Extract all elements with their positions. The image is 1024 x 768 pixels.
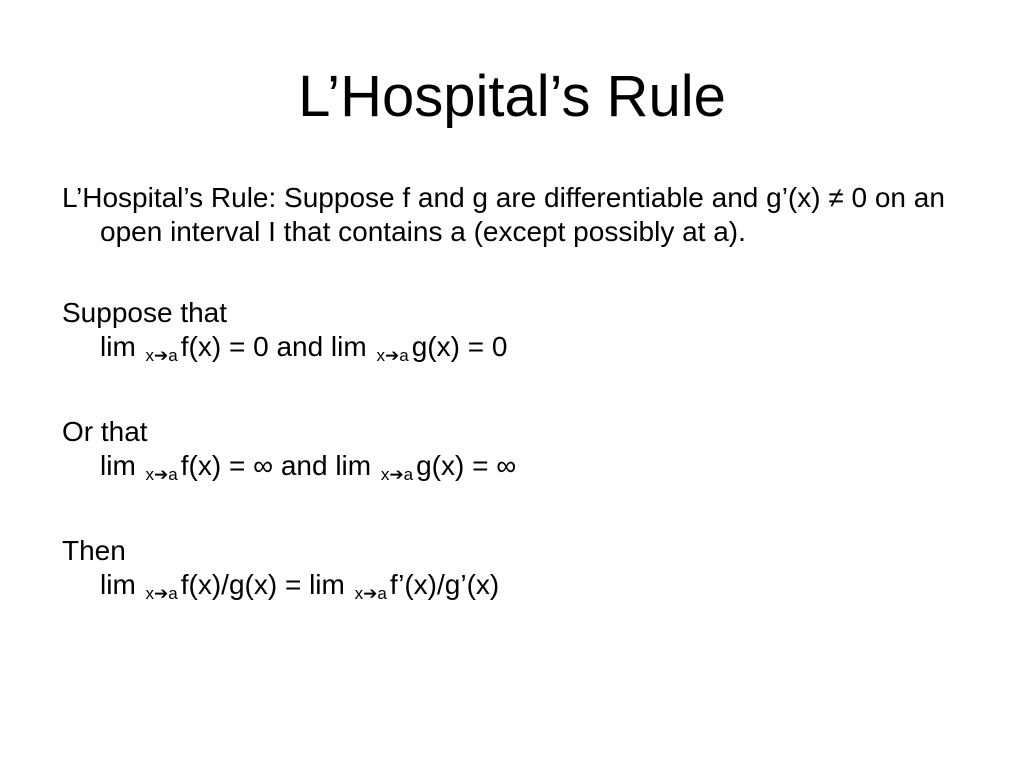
expression-part: g(x) = ∞ [416,450,517,481]
expression-part: f(x) = 0 and lim [180,331,367,362]
case2-label: Or that [62,416,148,447]
expression-part: f’(x)/g’(x) [389,569,500,600]
limit-subscript: x➔a [145,584,178,603]
expression-part: f(x)/g(x) = lim [180,569,345,600]
case1-expression [62,330,962,368]
limit-subscript: x➔a [380,465,414,484]
slide-body [62,181,962,606]
expression-part: g(x) = 0 [411,331,508,362]
limit-subscript: x➔a [354,584,387,603]
lim-keyword: lim [100,331,136,362]
limit-subscript: x➔a [145,346,178,365]
limit-subscript: x➔a [145,465,178,484]
expression-part: f(x) = ∞ and lim [180,450,372,481]
rule-statement: L’Hospital’s Rule: Suppose f and g are differentiable and g’(x) ≠ 0 on an open interval I that contains a (except possibly at a). [62,182,945,247]
case2-expression [62,449,962,487]
case1-label: Suppose that [62,297,228,328]
conclusion-expression [62,568,962,606]
lim-keyword: lim [100,569,136,600]
slide-title: L’Hospital’s Rule [298,64,726,129]
spacer [62,487,962,534]
limit-subscript: x➔a [376,346,409,365]
conclusion-label: Then [62,535,126,566]
spacer [62,249,962,296]
lim-keyword: lim [100,450,136,481]
spacer [62,368,962,415]
